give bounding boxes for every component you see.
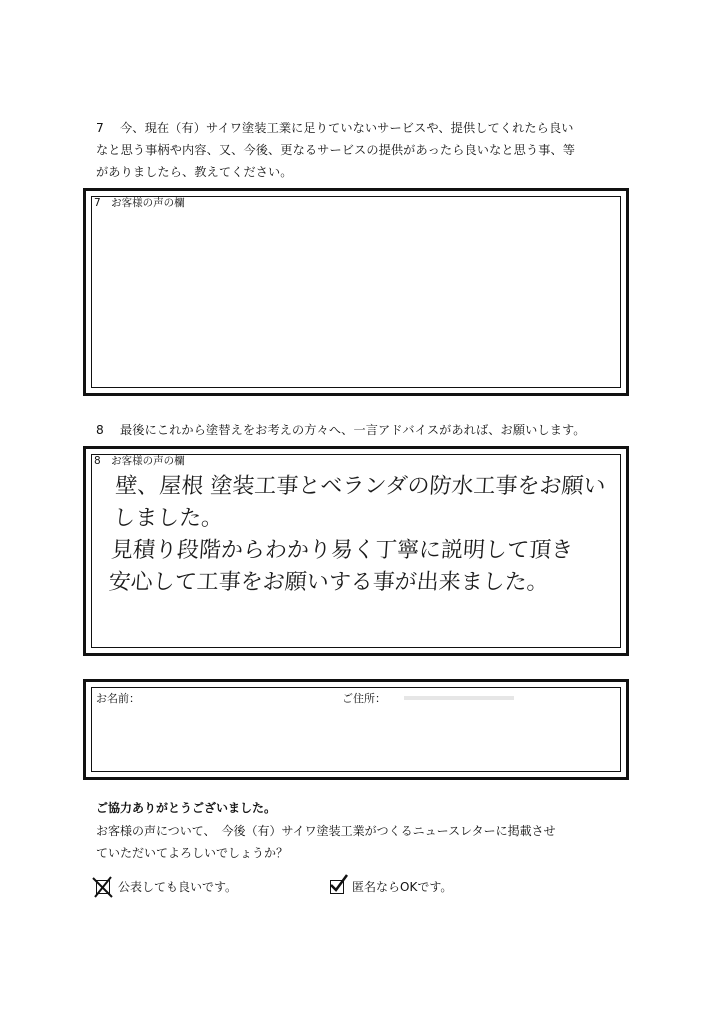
option-public[interactable]: [96, 878, 237, 895]
contact-box: [83, 679, 629, 780]
question-8-text: 最後にこれから塗替えをお考えの方々へ、一言アドバイスがあれば、お願いします。: [120, 423, 586, 437]
option-anonymous[interactable]: [330, 878, 452, 895]
question-7-line-3: がありましたら、教えてください。: [96, 165, 293, 179]
handwritten-answer: [108, 471, 617, 599]
question-number: 8: [96, 423, 104, 437]
handwritten-line-4: 安心して工事をお願いする事が出来ました。: [107, 570, 550, 595]
question-7: [96, 117, 636, 183]
question-7-line-2: なと思う事柄や内容、又、今後、更なるサービスの提供があったら良いなと思う事、等: [96, 143, 576, 157]
question-7-text: 今、現在（有）サイワ塗装工業に足りていないサービスや、提供してくれたら良い: [120, 121, 574, 135]
handwritten-line-2: しました。: [112, 506, 225, 531]
box-label-8: 8 お客様の声の欄: [94, 455, 185, 467]
thanks-text: ご協力ありがとうございました。: [96, 801, 277, 815]
option-public-checkbox[interactable]: [96, 880, 110, 894]
check-mark-icon: [329, 873, 349, 893]
redacted-address: [404, 696, 514, 700]
question-8: [96, 419, 636, 441]
customer-voice-box-7[interactable]: [83, 188, 629, 396]
option-public-label: 公表しても良いです。: [118, 880, 238, 894]
address-label: ご住所：: [342, 692, 386, 705]
customer-voice-box-8[interactable]: [83, 446, 629, 656]
publication-question-line-2: ていただいてよろしいでしょうか？: [96, 846, 289, 860]
cross-out-icon: [91, 875, 115, 899]
handwritten-line-1: 壁、屋根 塗装工事とベランダの防水工事をお願い: [114, 474, 607, 499]
publication-question-line-1: お客様の声について、 今後（有）サイワ塗装工業がつくるニュースレターに掲載させ: [96, 824, 556, 838]
name-label: お名前：: [96, 692, 140, 705]
question-number: 7: [96, 121, 104, 135]
option-anonymous-checkbox[interactable]: [330, 880, 344, 894]
option-anonymous-label: 匿名ならOKです。: [352, 880, 453, 894]
handwritten-line-3: 見積り段階からわかり易く丁寧に説明して頂き: [110, 538, 574, 563]
box-label-7: 7 お客様の声の欄: [94, 197, 185, 209]
question-7-line-1: [96, 117, 636, 139]
